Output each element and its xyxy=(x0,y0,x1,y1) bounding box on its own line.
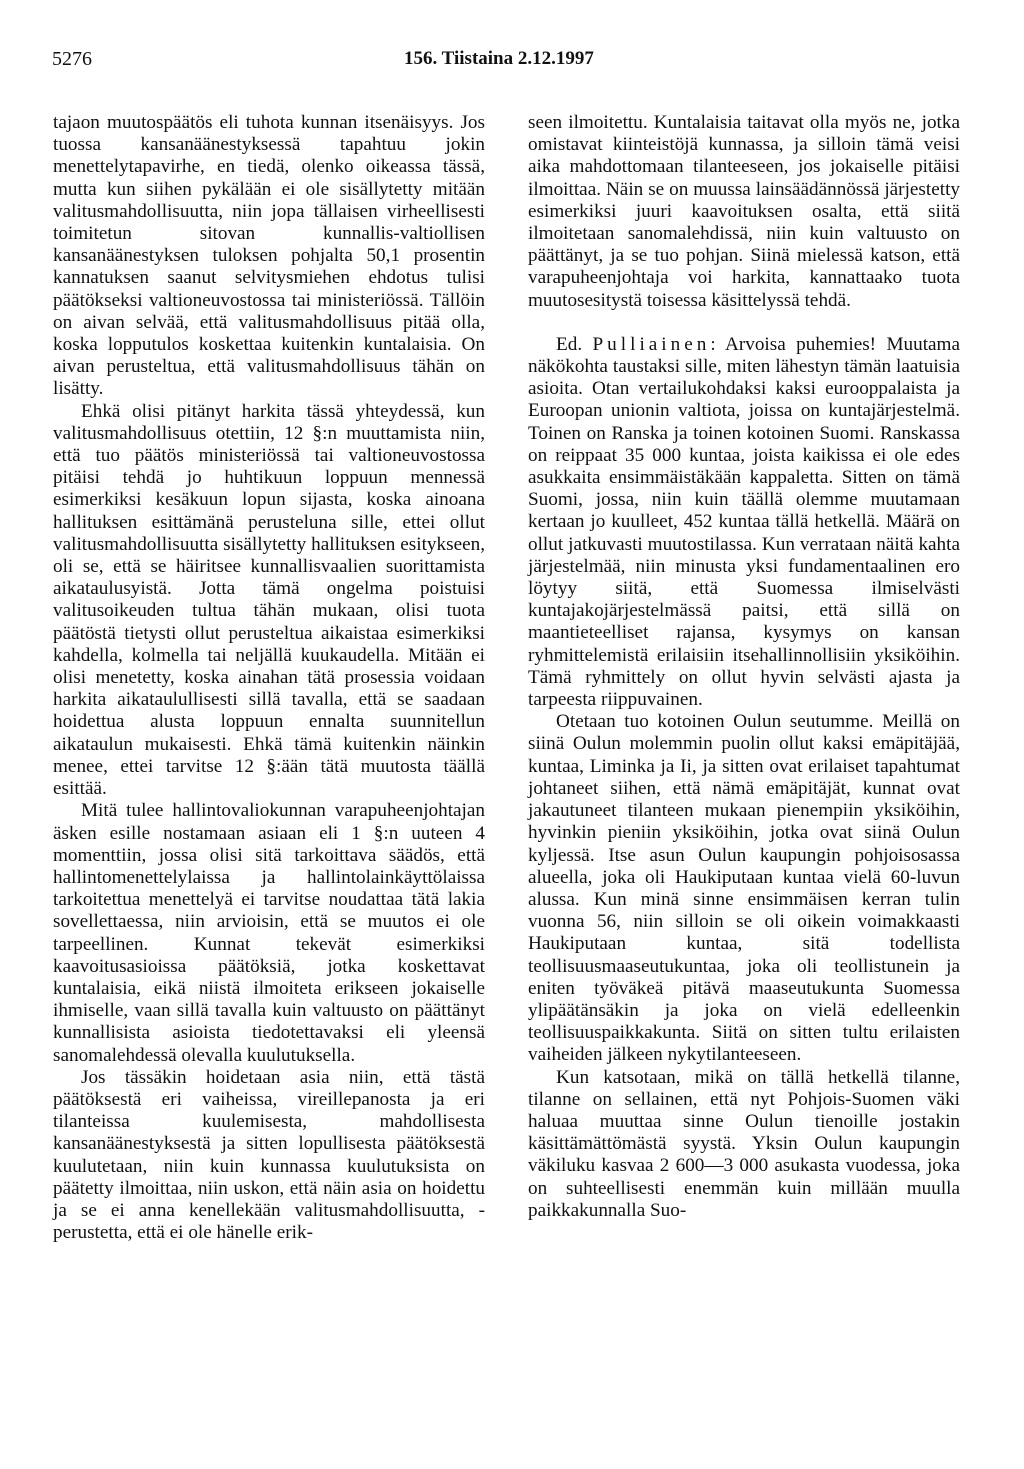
speech-paragraph xyxy=(528,334,960,711)
left-column xyxy=(53,112,485,1244)
paragraph: Kun katsotaan, mikä on tällä hetkellä tilanne, tilanne on sellainen, että nyt Pohjois-Suomen väki haluaa muuttaa sinne Oulun tienoille jostakin käsittämättömästä syystä. Yksin Oulun kaupungin väkiluku kasvaa 2 600—3 000 asukasta vuodessa, joka on suhteellisesti enemmän kuin millään muulla paikkakunnalla Suo- xyxy=(528,1066,960,1221)
right-column xyxy=(528,112,960,1222)
paragraph: Ehkä olisi pitänyt harkita tässä yhteydessä, kun valitusmahdollisuus otettiin, 12 §:n muuttamista niin, että tuo päätös ministeriössä tai valtioneuvostossa pitäisi tehdä jo huhtikuun loppuun mennessä esimerkiksi kesäkuun lopun sijasta, koska ainoana hallituksen esittämänä perusteluna sille, ettei ollut valitusmahdollisuutta sisällytetty hallituksen esitykseen, oli se, että se häiritsee kunnallisvaalien suorittamista aikataulusyistä. Jotta tämä ongelma poistuisi valitusoikeuden tultua tähän mukaan, olisi tuota päätöstä tietysti ollut perusteltua aikaistaa esimerkiksi kahdella, kolmella tai neljällä kuukaudella. Mitään ei olisi menetetty, koska ainahan tätä prosessia voidaan harkita aikataulullisesti sillä tavalla, että se saadaan hoidettua alusta loppuun ennalta suunnitellun aikataulun mukaisesti. Ehkä tämä kuitenkin näinkin menee, ettei tarvitse 12 §:ään tätä muutosta täällä esittää. xyxy=(53,400,485,800)
speech-colon: : xyxy=(710,333,725,355)
speech-text: Arvoisa puhemies! Muutama näkökohta taustaksi sille, miten lähestyn tämän laatuisia asioita. Otan vertailukohdaksi kaksi eurooppalaista ja Euroopan unionin valtiota, joissa on kuntajärjestelmä. Toinen on Ranska ja toinen kotoinen Suomi. Ranskassa on reippaat 35 000 kuntaa, joista kaikissa ei ole edes asukkaita ensimmäistäkään kappaletta. Sitten on tämä Suomi, jossa, niin kuin täällä olemme muutamaan kertaan jo kuulleet, 452 kuntaa tällä hetkellä. Määrä on ollut jatkuvasti muutostilassa. Kun verrataan näitä kahta järjestelmää, niin minusta yksi fundamentaalinen ero löytyy siitä, että Suomessa ilmiselvästi kuntajakojärjestelmässä paitsi, että sillä on maantieteelliset rajansa, kysymys on kansan ryhmittelemistä erilaisiin itsehallinnollisiin yksiköihin. Tämä ryhmittely on ollut hyvin selvästi ajasta ja tarpeesta riippuvainen. xyxy=(528,333,960,711)
paragraph: Mitä tulee hallintovaliokunnan varapuheenjohtajan äsken esille nostamaan asiaan eli 1 §:n uuteen 4 momenttiin, jossa olisi sitä tarkoittava säädös, että hallintomenettelylaissa ja hallintolainkäyttölaissa tarkoitettua menettelyä ei tarvitse noudattaa tätä lakia sovellettaessa, niin arvioisin, että se muutos ei ole tarpeellinen. Kunnat tekevät esimerkiksi kaavoitusasioissa päätöksiä, jotka koskettavat kuntalaisia, eikä niistä ilmoiteta erikseen jokaiselle ihmiselle, vaan sillä tavalla kuin valtuusto on päättänyt kunnallisista asioista tiedotettavaksi eli yleensä sanomalehdessä olevalla kuulutuksella. xyxy=(53,800,485,1066)
paragraph: seen ilmoitettu. Kuntalaisia taitavat olla myös ne, jotka omistavat kiinteistöjä kunnassa, ja silloin tämä veisi aika mahdottomaan tilanteeseen, jos jokaiselle pitäisi ilmoittaa. Näin se on muussa lainsäädännössä järjestetty esimerkiksi juuri kaavoituksen osalta, että siitä ilmoitetaan sanomalehdissä, niin kuin valtuusto on päättänyt, ja se tuo pohjan. Siinä mielessä katson, että varapuheenjohtaja voi harkita, kannattaako tuota muutosesitystä toisessa käsittelyssä tehdä. xyxy=(528,112,960,311)
issue-title: 156. Tiistaina 2.12.1997 xyxy=(404,48,594,69)
speech-prefix: Ed. xyxy=(556,333,593,355)
page-header xyxy=(52,48,972,76)
paragraph: tajaon muutospäätös eli tuhota kunnan itsenäisyys. Jos tuossa kansanäänestyksessä tapahtuu jokin menettelytapavirhe, en tiedä, olenko oikeassa tässä, mutta kun siihen pykälään ei ole sisällytetty mitään valitusmahdollisuutta, niin jopa tällaisen virheellisesti toimitetun sitovan kunnallis-valtiollisen kansanäänestyksen tuloksen pohjalta 50,1 prosentin kannatuksen saanut selvitysmiehen ehdotus tulisi päätökseksi valtioneuvostossa tai ministeriössä. Tällöin on aivan selvää, että valitusmahdollisuus pitää olla, koska lopputulos koskettaa kuitenkin kuntalaisia. On aivan perusteltua, että valitusmahdollisuus tähän on lisätty. xyxy=(53,112,485,400)
page-number: 5276 xyxy=(52,48,92,70)
paragraph: Jos tässäkin hoidetaan asia niin, että tästä päätöksestä eri vaiheissa, vireillepanosta ja eri tilanteissa kuulemisesta, mahdollisesta kansanäänestyksestä ja sitten lopullisesta päätöksestä kuulutetaan, niin kuin kunnassa kuulutuksista on päätetty ilmoittaa, niin uskon, että näin asia on hoidettu ja se ei anna kenellekään valitusmahdollisuutta, -perustetta, että ei ole hänelle erik- xyxy=(53,1066,485,1244)
paragraph: Otetaan tuo kotoinen Oulun seutumme. Meillä on siinä Oulun molemmin puolin ollut kaksi emäpitäjää, kuntaa, Liminka ja Ii, ja sitten ovat erilaiset tapahtumat johtaneet siihen, että nämä emäpitäjät, kunnat ovat jakautuneet tilanteen mukaan pienempiin yksiköihin, hyvinkin pieniin yksiköihin, jotka ovat siinä Oulun kyljessä. Itse asun Oulun kaupungin pohjoisosassa alueella, joka oli Haukiputaan kuntaa vielä 60-luvun alussa. Kun minä sinne ensimmäisen kerran tulin vuonna 56, niin silloin se oli oikein voimakkaasti Haukiputaan kuntaa, sitä todellista teollisuusmaaseutukuntaa, joka oli teollistunein ja eniten työväkeä pitävä maaseutukunta Suomessa ylipäätänsäkin ja joka on vielä edelleenkin teollisuuspaikkakunta. Siitä on sitten tultu erilaisten vaiheiden jälkeen nykytilanteeseen. xyxy=(528,711,960,1066)
speaker-name: Pulliainen xyxy=(592,333,711,355)
